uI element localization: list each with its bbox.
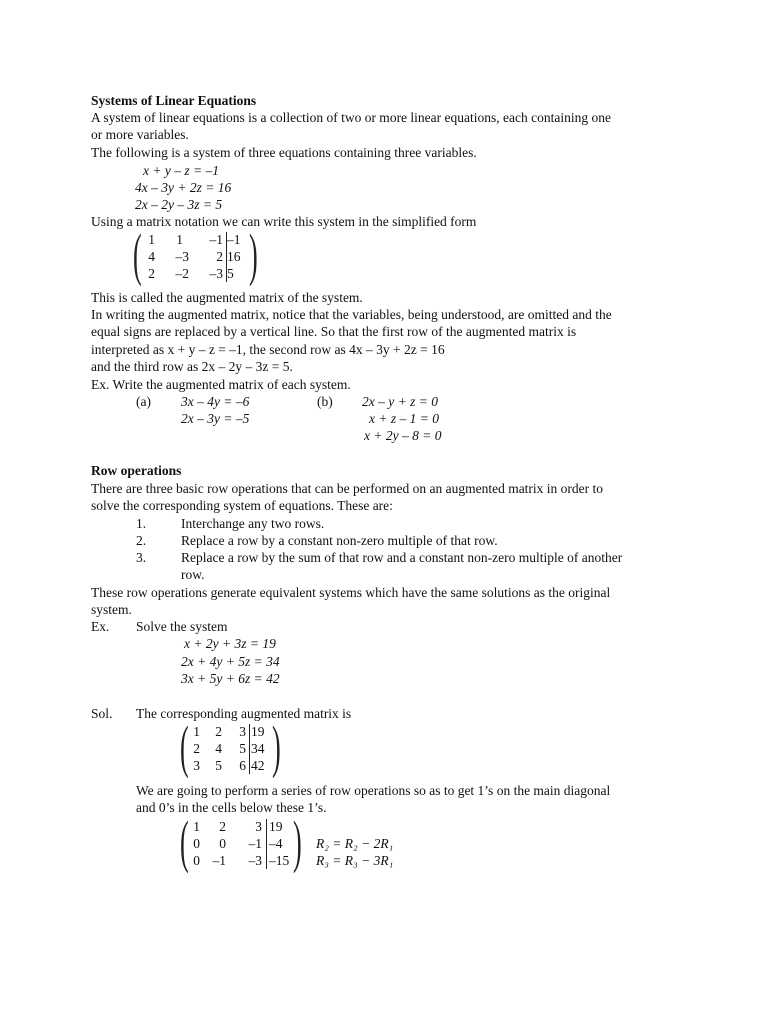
equation: x + z – 1 = 0 xyxy=(369,411,439,426)
matrix-cell: 19 xyxy=(269,819,283,834)
example-text: Solve the system xyxy=(136,619,228,634)
matrix-cell: –1 xyxy=(227,232,241,247)
left-paren: ( xyxy=(180,809,189,874)
example-label: Ex. xyxy=(91,619,110,634)
matrix-cell: 34 xyxy=(251,741,265,756)
matrix-cell: 19 xyxy=(251,724,265,739)
equation: 2x – 3y = –5 xyxy=(181,411,250,426)
paragraph-line: solve the corresponding system of equations. These are: xyxy=(91,498,393,513)
matrix-cell: 0 xyxy=(193,836,200,851)
solution-text: The corresponding augmented matrix is xyxy=(136,706,352,721)
augment-divider xyxy=(249,724,250,774)
matrix-cell: 1 xyxy=(193,724,200,739)
equation: x + y – z = –1 xyxy=(143,163,219,178)
matrix-cell: –1 xyxy=(248,836,262,851)
equation: 3x – 4y = –6 xyxy=(181,394,250,409)
paragraph-line: We are going to perform a series of row operations so as to get 1’s on the main diagonal xyxy=(136,783,611,798)
right-paren: ) xyxy=(249,222,258,287)
list-number: 3. xyxy=(136,550,147,565)
matrix-cell: 3 xyxy=(255,819,262,834)
paragraph-line: interpreted as x + y – z = –1, the second row as 4x – 3y + 2z = 16 xyxy=(91,342,445,357)
paragraph-line: In writing the augmented matrix, notice that the variables, being understood, are omitted and the xyxy=(91,307,612,322)
matrix-cell: 2 xyxy=(219,819,226,834)
paragraph-line: and the third row as 2x – 2y – 3z = 5. xyxy=(91,359,293,374)
list-item: Replace a row by a constant non-zero multiple of that row. xyxy=(181,533,498,548)
section-heading-systems: Systems of Linear Equations xyxy=(91,93,257,108)
paragraph-line: and 0’s in the cells below these 1’s. xyxy=(136,800,327,815)
matrix-cell: 2 xyxy=(148,266,155,281)
solution-label: Sol. xyxy=(91,706,113,721)
matrix-cell: –2 xyxy=(175,266,189,281)
paragraph-line: This is called the augmented matrix of the system. xyxy=(91,290,363,305)
augmented-matrix xyxy=(133,222,263,287)
matrix-cell: 42 xyxy=(251,758,265,773)
paragraph-line: Using a matrix notation we can write this system in the simplified form xyxy=(91,214,477,229)
matrix-cell: –3 xyxy=(209,266,223,281)
example-part-b: (b) xyxy=(317,394,333,409)
matrix-cell: 2 xyxy=(215,724,222,739)
paragraph-line: system. xyxy=(91,602,132,617)
matrix-cell: –3 xyxy=(175,249,189,264)
augmented-matrix-step xyxy=(180,809,310,874)
list-number: 1. xyxy=(136,516,147,531)
matrix-cell: –4 xyxy=(269,836,283,851)
matrix-cell: –1 xyxy=(209,232,223,247)
matrix-cell: 1 xyxy=(148,232,155,247)
paragraph-line: The following is a system of three equations containing three variables. xyxy=(91,145,477,160)
matrix-cell: 2 xyxy=(216,249,223,264)
matrix-cell: 3 xyxy=(193,758,200,773)
equation: 2x – y + z = 0 xyxy=(362,394,438,409)
augmented-matrix xyxy=(180,714,290,779)
left-paren: ( xyxy=(180,714,189,779)
matrix-cell: 4 xyxy=(215,741,222,756)
paragraph-line: There are three basic row operations that can be performed on an augmented matrix in order to xyxy=(91,481,604,496)
matrix-cell: 1 xyxy=(176,232,183,247)
matrix-cell: 4 xyxy=(148,249,155,264)
augment-divider xyxy=(266,819,267,869)
list-item: Replace a row by the sum of that row and a constant non-zero multiple of another xyxy=(181,550,623,565)
list-number: 2. xyxy=(136,533,147,548)
left-paren: ( xyxy=(133,222,142,287)
equation: x + 2y + 3z = 19 xyxy=(184,636,276,651)
equation: 3x + 5y + 6z = 42 xyxy=(181,671,280,686)
matrix-cell: 2 xyxy=(193,741,200,756)
matrix-cell: –15 xyxy=(269,853,290,868)
paragraph-line: equal signs are replaced by a vertical line. So that the first row of the augmented matrix is xyxy=(91,324,577,339)
equation: 2x + 4y + 5z = 34 xyxy=(181,654,280,669)
paragraph-line: A system of linear equations is a collection of two or more linear equations, each containing one xyxy=(91,110,611,125)
row-operation: R₂ = R₂ − 2R₁ xyxy=(316,836,394,851)
list-item: Interchange any two rows. xyxy=(181,516,325,531)
matrix-cell: –1 xyxy=(212,853,226,868)
matrix-cell: 16 xyxy=(227,249,241,264)
matrix-cell: 5 xyxy=(227,266,234,281)
example-label: Ex. Write the augmented matrix of each system. xyxy=(91,377,351,392)
matrix-cell: 0 xyxy=(193,853,200,868)
paragraph-line: or more variables. xyxy=(91,127,189,142)
right-paren: ) xyxy=(293,809,302,874)
list-item-continued: row. xyxy=(181,567,205,582)
row-operation: R₃ = R₃ − 3R₁ xyxy=(316,853,394,868)
equation: x + 2y – 8 = 0 xyxy=(364,428,442,443)
matrix-cell: 1 xyxy=(193,819,200,834)
example-part-a: (a) xyxy=(136,394,151,409)
equation: 4x – 3y + 2z = 16 xyxy=(135,180,232,195)
matrix-cell: 0 xyxy=(219,836,226,851)
paragraph-line: These row operations generate equivalent systems which have the same solutions as the original xyxy=(91,585,611,600)
equation: 2x – 2y – 3z = 5 xyxy=(135,197,223,212)
matrix-cell: 3 xyxy=(239,724,246,739)
section-heading-row-operations: Row operations xyxy=(91,463,182,478)
augment-divider xyxy=(226,232,227,282)
matrix-cell: 5 xyxy=(239,741,246,756)
right-paren: ) xyxy=(272,714,281,779)
matrix-cell: 5 xyxy=(215,758,222,773)
matrix-cell: 6 xyxy=(239,758,246,773)
matrix-cell: –3 xyxy=(248,853,262,868)
